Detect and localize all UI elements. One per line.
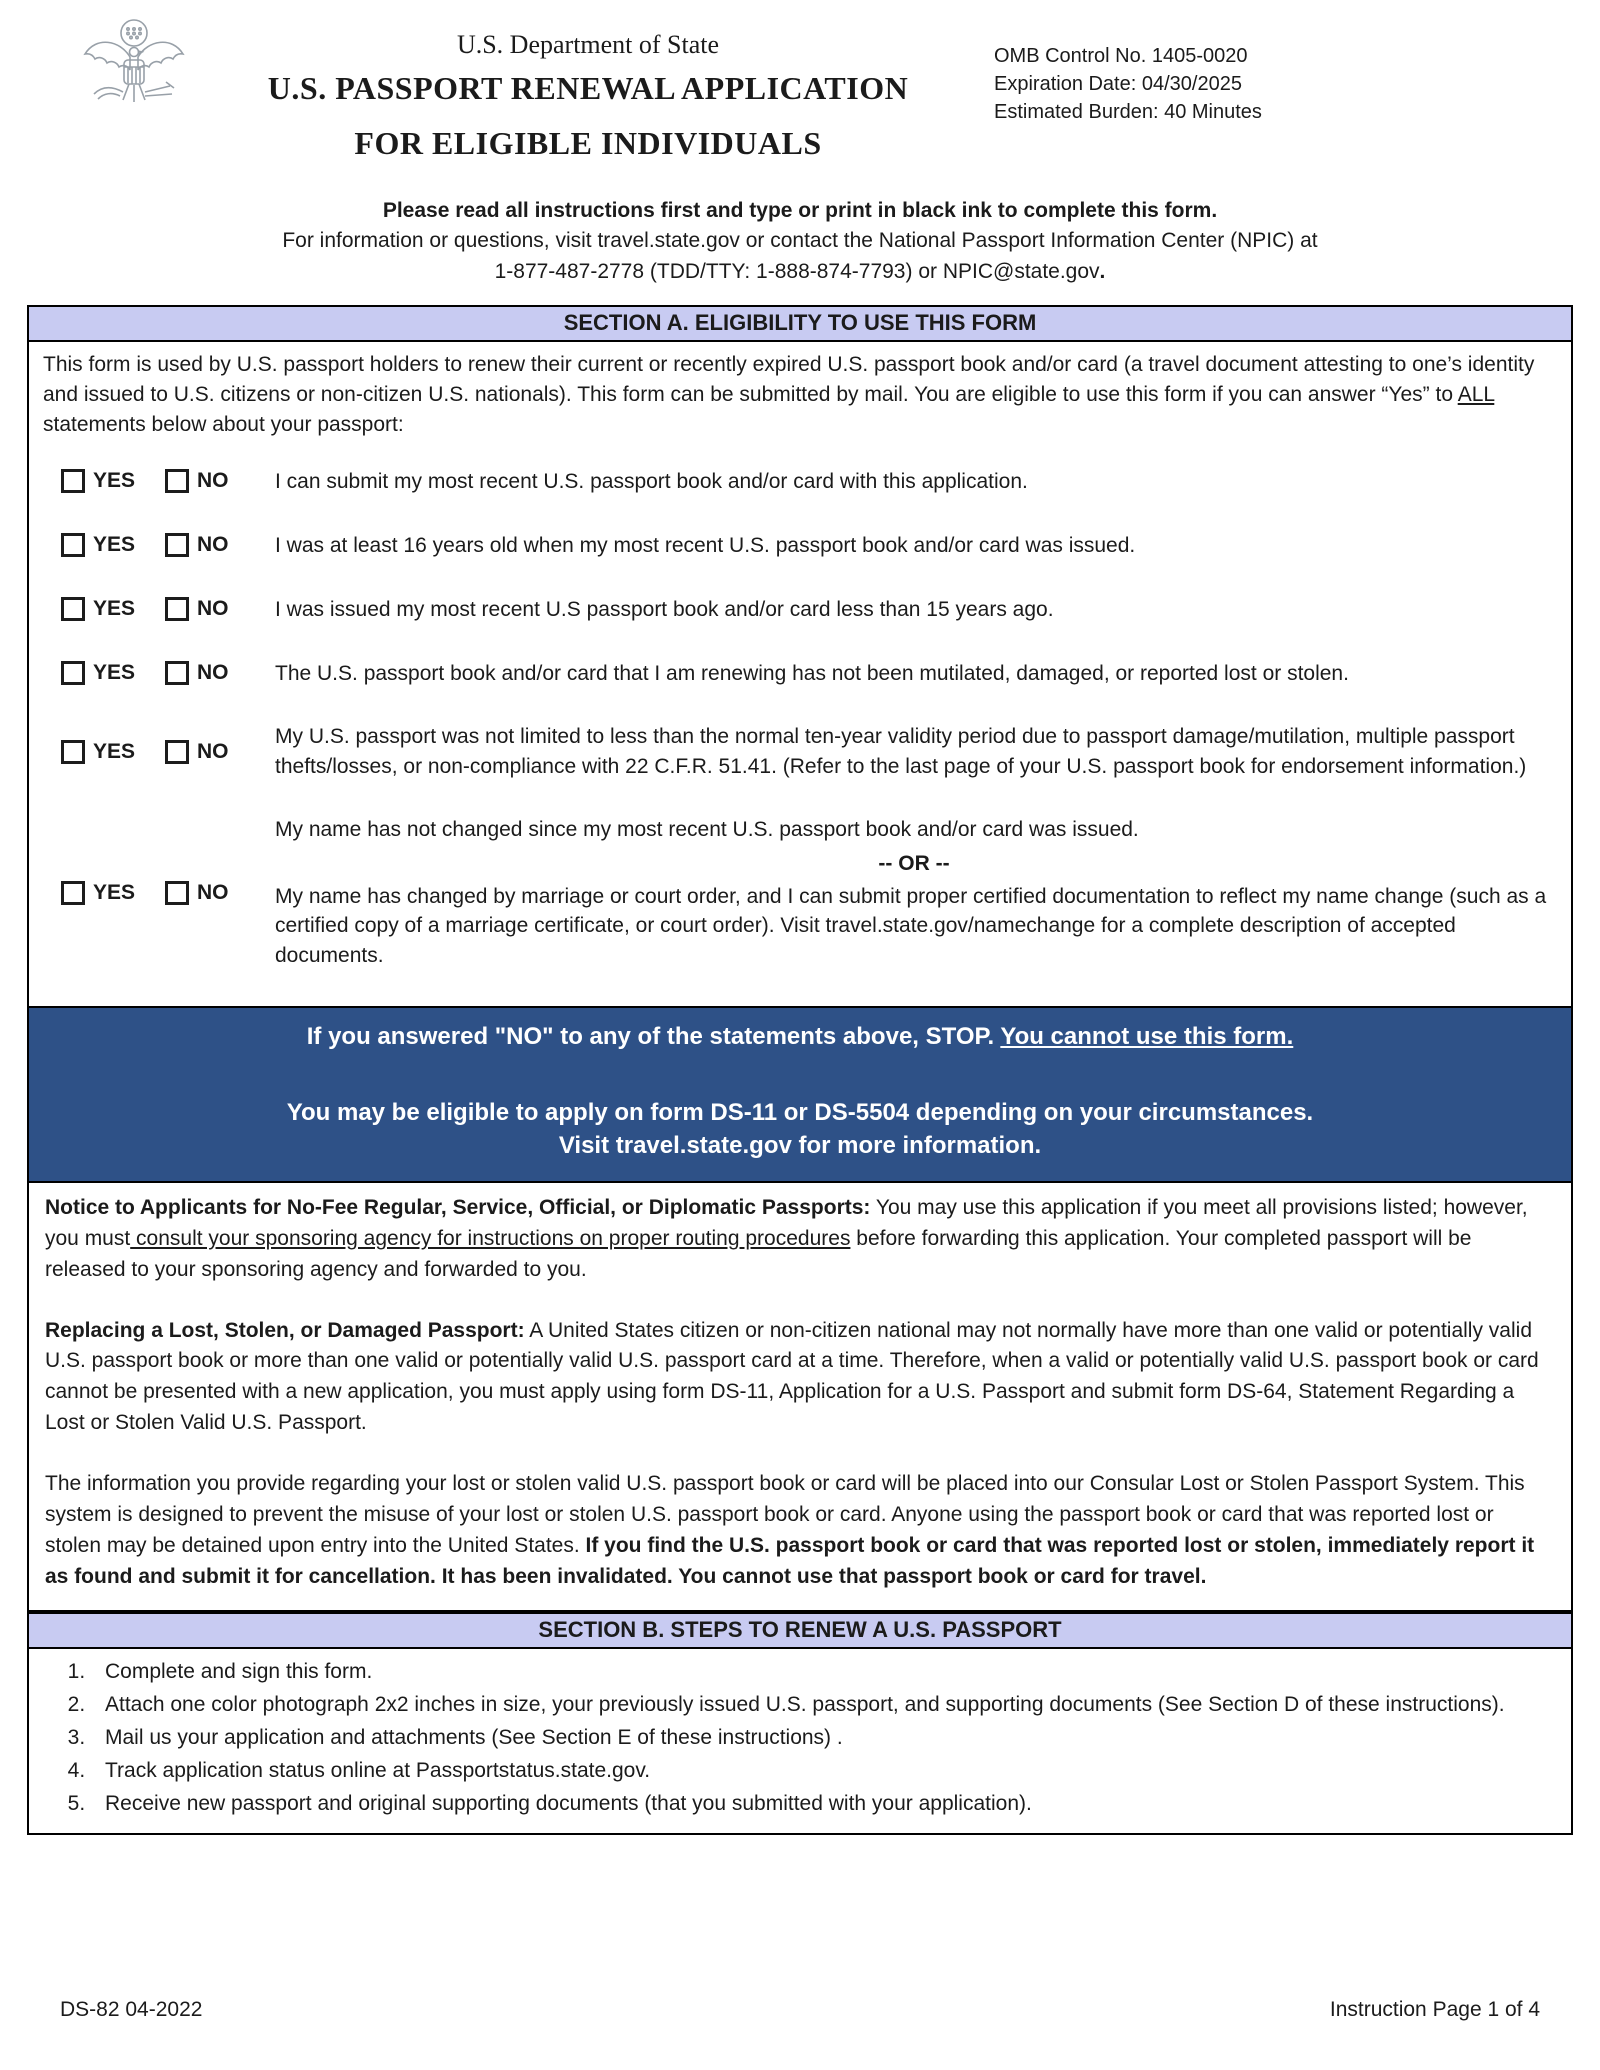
no-option xyxy=(165,594,253,624)
yes-option xyxy=(61,594,165,624)
form-title-block xyxy=(218,16,958,162)
stop-banner-line2: You may be eligible to apply on form DS-11 or DS-5504 depending on your circumstances. xyxy=(286,1098,1314,1126)
yes-checkbox[interactable] xyxy=(61,597,85,621)
section-a-body xyxy=(27,342,1573,1008)
yes-checkbox[interactable] xyxy=(61,533,85,557)
no-option xyxy=(165,658,253,688)
renewal-step: 1. Complete and sign this form. xyxy=(91,1657,1555,1687)
renewal-step: 2. Attach one color photograph 2x2 inches in size, your previously issued U.S. passport, and supporting documents (See Section D of these instructions). xyxy=(91,1690,1555,1720)
statement-text: I was at least 16 years old when my most recent U.S. passport book and/or card was issued. xyxy=(275,533,1136,557)
yes-label: YES xyxy=(93,533,136,557)
no-label: NO xyxy=(197,739,229,763)
yes-checkbox[interactable] xyxy=(61,469,85,493)
no-fee-passport-notice: Notice to Applicants for No-Fee Regular, Service, Official, or Diplomatic Passports: You may use this application if you meet all provisions listed; however, you must consult your sponsoring agency for instructions on proper routing procedures before forwarding this application. Your completed passport will be released to your sponsoring agency and forwarded to you. xyxy=(45,1195,1528,1281)
intro-bold-line: Please read all instructions first and type or print in black ink to complete this form. xyxy=(382,199,1218,222)
no-label: NO xyxy=(197,597,229,621)
section-a-intro: This form is used by U.S. passport holders to renew their current or recently expired U.S. passport book and/or card (a travel document attesting to one’s identity and issued to U.S. citizens or non-citizen U.S. nationals). This form can be submitted by mail. You are eligible to use this form if you can answer “Yes” to ALL statements below about your passport: xyxy=(43,353,1535,437)
statement-text: I was issued my most recent U.S passport book and/or card less than 15 years ago. xyxy=(275,597,1054,621)
no-checkbox[interactable] xyxy=(165,881,189,905)
no-label: NO xyxy=(197,880,229,904)
lost-stolen-damaged-notice: Replacing a Lost, Stolen, or Damaged Passport: A United States citizen or non-citizen national may not normally have more than one valid or potentially valid U.S. passport book or more than one valid or potentially valid U.S. passport card at a time. Therefore, when a valid or potentially valid U.S. passport book or card cannot be presented with a new application, you must apply using form DS-11, Application for a U.S. Passport and submit form DS-64, Statement Regarding a Lost or Stolen Valid U.S. Passport. xyxy=(45,1318,1539,1435)
page-number: Instruction Page 1 of 4 xyxy=(1329,1998,1540,2021)
yes-label: YES xyxy=(93,661,136,685)
eligibility-row-1 xyxy=(61,466,1553,496)
yes-option xyxy=(61,530,165,560)
section-b-body xyxy=(27,1649,1573,1835)
renewal-step: 5. Receive new passport and original supporting documents (that you submitted with your application). xyxy=(91,1789,1555,1819)
yes-label: YES xyxy=(93,469,136,493)
intro-contact-line: 1-877-487-2778 (TDD/TTY: 1-888-874-7793) or NPIC@state.gov. xyxy=(494,259,1106,283)
omb-expiration-date: Expiration Date: 04/30/2025 xyxy=(994,73,1242,95)
or-separator: -- OR -- xyxy=(878,851,950,875)
no-option xyxy=(165,878,253,908)
notices-section xyxy=(27,1183,1573,1612)
intro-info-line: For information or questions, visit travel.state.gov or contact the National Passport Information Center (NPIC) at xyxy=(282,229,1318,253)
no-option xyxy=(165,530,253,560)
form-number: DS-82 04-2022 xyxy=(60,1998,203,2021)
statement-text: My U.S. passport was not limited to less than the normal ten-year validity period due to passport damage/mutilation, multiple passport thefts/losses, or non-compliance with 22 C.F.R. 51.41. (Refer to the last page of your U.S. passport book for endorsement information.) xyxy=(275,725,1527,778)
yes-label: YES xyxy=(93,739,136,763)
no-label: NO xyxy=(197,469,229,493)
eligibility-row-4 xyxy=(61,658,1553,688)
no-option xyxy=(165,737,253,767)
statement-text: I can submit my most recent U.S. passport book and/or card with this application. xyxy=(275,469,1028,493)
yes-checkbox[interactable] xyxy=(61,881,85,905)
yes-checkbox[interactable] xyxy=(61,740,85,764)
omb-info-block xyxy=(994,16,1262,126)
stop-banner-line3: Visit travel.state.gov for more information. xyxy=(558,1132,1042,1160)
name-unchanged-statement: My name has not changed since my most recent U.S. passport book and/or card was issued. xyxy=(275,818,1139,842)
renewal-steps-list xyxy=(91,1657,1555,1818)
omb-control-number: OMB Control No. 1405-0020 xyxy=(994,45,1248,67)
no-checkbox[interactable] xyxy=(165,661,189,685)
renewal-step: 4. Track application status online at Passportstatus.state.gov. xyxy=(91,1756,1555,1786)
eligibility-row-2 xyxy=(61,530,1553,560)
page-footer xyxy=(60,1998,1540,2022)
omb-estimated-burden: Estimated Burden: 40 Minutes xyxy=(994,101,1262,123)
name-changed-statement: My name has changed by marriage or court order, and I can submit proper certified documentation to reflect my name change (such as a certified copy of a marriage certificate, or court order). Visit travel.state.gov/namechange for a complete description of accepted documents. xyxy=(275,884,1547,967)
statement-text xyxy=(253,815,1553,970)
no-checkbox[interactable] xyxy=(165,740,189,764)
yes-option xyxy=(61,737,165,767)
statement-text: The U.S. passport book and/or card that I am renewing has not been mutilated, damaged, or reported lost or stolen. xyxy=(275,661,1349,685)
intro-instructions xyxy=(0,196,1600,287)
yes-option xyxy=(61,466,165,496)
eligibility-row-5 xyxy=(61,722,1553,781)
section-a-header: SECTION A. ELIGIBILITY TO USE THIS FORM xyxy=(27,305,1573,342)
yes-option xyxy=(61,658,165,688)
eligibility-row-3 xyxy=(61,594,1553,624)
form-title-line2: FOR ELIGIBLE INDIVIDUALS xyxy=(354,125,822,161)
clasp-system-notice: The information you provide regarding your lost or stolen valid U.S. passport book or card will be placed into our Consular Lost or Stolen Passport System. This system is designed to prevent the misuse of your lost or stolen U.S. passport book or card. Anyone using the passport book or card that was reported lost or stolen may be detained upon entry into the United States. If you find the U.S. passport book or card that was reported lost or stolen, immediately report it as found and submit it for cancellation. It has been invalidated. You cannot use that passport book or card for travel. xyxy=(45,1471,1535,1588)
eligibility-row-6 xyxy=(61,815,1553,970)
no-checkbox[interactable] xyxy=(165,469,189,493)
yes-label: YES xyxy=(93,880,136,904)
no-checkbox[interactable] xyxy=(165,533,189,557)
no-label: NO xyxy=(197,533,229,557)
great-seal-icon xyxy=(78,16,198,123)
yes-checkbox[interactable] xyxy=(61,661,85,685)
stop-banner-line1: If you answered "NO" to any of the statements above, STOP. You cannot use this form. xyxy=(306,1023,1294,1051)
yes-option xyxy=(61,878,165,908)
stop-banner xyxy=(27,1008,1573,1183)
no-label: NO xyxy=(197,661,229,685)
no-option xyxy=(165,466,253,496)
department-name: U.S. Department of State xyxy=(456,30,720,59)
form-title-line1: U.S. PASSPORT RENEWAL APPLICATION xyxy=(267,70,909,106)
yes-label: YES xyxy=(93,597,136,621)
page-header xyxy=(0,0,1600,162)
form-body xyxy=(27,305,1573,1835)
no-checkbox[interactable] xyxy=(165,597,189,621)
section-b-header: SECTION B. STEPS TO RENEW A U.S. PASSPORT xyxy=(27,1612,1573,1649)
renewal-step: 3. Mail us your application and attachments (See Section E of these instructions) . xyxy=(91,1723,1555,1753)
